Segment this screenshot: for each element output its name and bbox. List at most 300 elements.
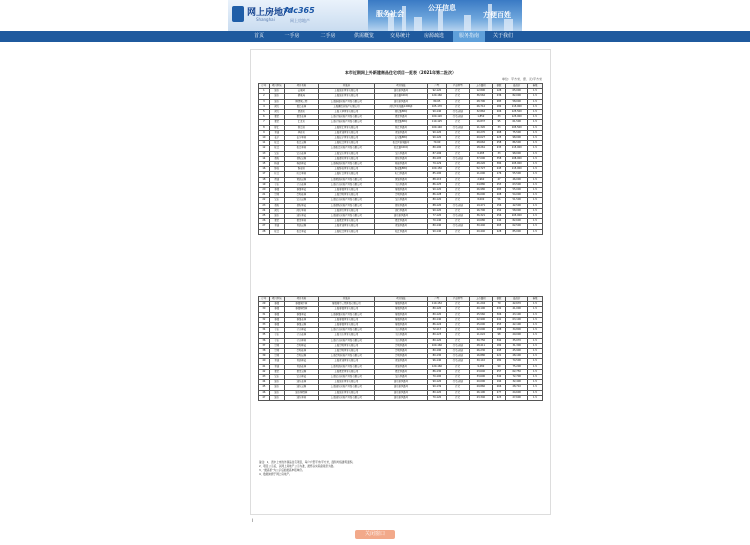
table-cell: 258: [492, 141, 506, 146]
table-cell: 110-125: [428, 120, 446, 125]
table-cell: 115,000: [506, 146, 527, 151]
nav-second-hand[interactable]: 二手房: [320, 33, 336, 39]
site-logo-subtext: Shanghai: [256, 17, 275, 22]
table-cell: 182: [492, 343, 506, 348]
table-cell: 16,837: [470, 120, 493, 125]
table-cell: 33: [492, 115, 506, 120]
table-cell: 100-120: [428, 115, 446, 120]
table-cell: 241: [492, 317, 506, 322]
table-cell: 嘉定: [269, 115, 284, 120]
table-cell: 住宅,商铺: [446, 203, 470, 208]
table-cell: 14: [259, 156, 270, 161]
table-cell: 上海浦东房地产开发有限公司: [318, 385, 374, 390]
table-cell: 1.5: [527, 317, 542, 322]
table-cell: 20: [259, 188, 270, 193]
table-cell: 住宅: [446, 193, 470, 198]
table-cell: 31: [259, 312, 270, 317]
table-cell: 崇明花园: [284, 193, 318, 198]
table-cell: 住宅: [446, 229, 470, 234]
table-cell: 金山: [269, 333, 284, 338]
table-header-cell: 套数: [492, 297, 506, 302]
table-cell: 1.5: [527, 369, 542, 374]
table-cell: 1.5: [527, 214, 542, 219]
site-logo-icon[interactable]: [232, 6, 244, 22]
table-cell: 上海金山房地产开发有限公司: [318, 182, 374, 187]
table-cell: 16: [259, 167, 270, 172]
table-cell: 45: [259, 385, 270, 390]
table-header-cell: 序号: [259, 297, 270, 302]
table-cell: 1.5: [527, 167, 542, 172]
nav-home[interactable]: 首页: [253, 33, 264, 39]
site-logo-text[interactable]: 网上房地产: [247, 8, 293, 18]
table-cell: 宝山: [269, 198, 284, 203]
close-window-button[interactable]: 关闭窗口: [355, 530, 395, 539]
table-cell: 8: [259, 125, 270, 130]
table-cell: 青浦华庭: [284, 359, 318, 364]
table-cell: 金山华庭: [284, 328, 318, 333]
table-row: [259, 104, 543, 109]
table-cell: 松江华庭: [284, 229, 318, 234]
table-cell: 98,000: [506, 136, 527, 141]
table-cell: 58,000: [506, 208, 527, 213]
table-cell: 1.5: [527, 141, 542, 146]
table-cell: 24,880: [470, 182, 493, 187]
table-cell: 80-120: [428, 390, 446, 395]
table-cell: 1.5: [527, 375, 542, 380]
table-cell: 26,230: [470, 349, 493, 354]
table-cell: 青浦: [269, 359, 284, 364]
table-row: [259, 203, 543, 208]
table-cell: 23: [259, 203, 270, 208]
table-cell: 25,560: [470, 312, 493, 317]
table-cell: 87-106: [428, 151, 446, 156]
table-cell: 20,270: [470, 130, 493, 135]
table-cell: 120-160: [428, 94, 446, 99]
table-cell: 浦东华庭: [284, 214, 318, 219]
table-cell: 295: [492, 349, 506, 354]
table-row: [259, 167, 543, 172]
table-cell: 25: [259, 214, 270, 219]
table-cell: 浦东: [269, 395, 284, 400]
table-cell: 105,000: [506, 162, 527, 167]
table-row: [259, 182, 543, 187]
table-cell: 11,320: [470, 125, 493, 130]
table-cell: 上海浦东置业有限公司: [318, 89, 374, 94]
table-cell: 1.5: [527, 151, 542, 156]
table-cell: 上海奉贤房地产开发有限公司: [318, 312, 374, 317]
table-cell: 1.5: [527, 333, 542, 338]
table-row: [259, 208, 543, 213]
table-row: [259, 302, 543, 307]
table-cell: 90-140: [428, 110, 446, 115]
table-header-cell: 项目名称: [284, 297, 318, 302]
table-cell: 上海浦东置业有限公司: [318, 94, 374, 99]
table-cell: 浦东新区路号: [374, 99, 428, 104]
table-cell: 1.5: [527, 130, 542, 135]
table-cell: 144: [492, 219, 506, 224]
table-cell: 崇明区路号: [374, 343, 428, 348]
table-cell: 上海浦东置业有限公司: [318, 390, 374, 395]
table-cell: 住宅: [446, 208, 470, 213]
table-cell: 普陀云锦: [284, 156, 318, 161]
table-cell: 11,022: [470, 333, 493, 338]
table-cell: 89-105: [428, 156, 446, 161]
table-cell: 283: [492, 188, 506, 193]
table-cell: 33: [259, 323, 270, 328]
table-cell: 锦绣城三期: [284, 99, 318, 104]
table-cell: 233: [492, 146, 506, 151]
table-row: [259, 177, 543, 182]
table-cell: 上海金地房地产开发有限公司: [318, 120, 374, 125]
nav-listings[interactable]: 房源疏选: [423, 33, 444, 39]
table-cell: 宝山区路号: [374, 151, 428, 156]
table-cell: 上海滨海房地产开发有限公司: [318, 99, 374, 104]
table-cell: 47: [259, 395, 270, 400]
table-cell: 34,800: [506, 328, 527, 333]
table-cell: 上海金地房地产开发有限公司: [318, 115, 374, 120]
table-cell: 43,100: [506, 312, 527, 317]
table-cell: 12,890: [470, 89, 493, 94]
table-cell: 19,471: [470, 203, 493, 208]
table-cell: 26,712: [470, 104, 493, 109]
table-cell: 70-100: [428, 375, 446, 380]
table-cell: 23,340: [470, 395, 493, 400]
nav-new-house[interactable]: 一手房: [284, 33, 300, 39]
table-cell: 住宅: [446, 104, 470, 109]
table-cell: 青浦区路号: [374, 364, 428, 369]
table-cell: 152: [492, 208, 506, 213]
table-cell: 上海大华置业有限公司: [318, 110, 374, 115]
table-cell: 55,000: [506, 188, 527, 193]
table-row: [259, 380, 543, 385]
table-cell: 22: [259, 198, 270, 203]
table-cell: 35,070: [506, 338, 527, 343]
table-cell: 6,285: [470, 151, 493, 156]
table-cell: 住宅: [446, 328, 470, 333]
table-row: [259, 307, 543, 312]
table-cell: 金山: [269, 338, 284, 343]
table-cell: 70-140: [428, 219, 446, 224]
table-cell: 208: [492, 193, 506, 198]
document-page: [250, 49, 551, 515]
table-cell: 上海浦东房地产开发有限公司: [318, 214, 374, 219]
table-cell: 住宅: [446, 89, 470, 94]
table-cell: 42,670: [506, 302, 527, 307]
table-cell: 汇龙苑: [284, 120, 318, 125]
table-cell: 3: [259, 99, 270, 104]
table-cell: 上海杨浦房地产开发有限公司: [318, 162, 374, 167]
table-cell: 上海松江置业有限公司: [318, 229, 374, 234]
table-cell: 浦东新区路号: [374, 385, 428, 390]
table-cell: 浦东: [269, 380, 284, 385]
table-cell: 46,000: [506, 177, 527, 182]
table-cell: 住宅: [446, 385, 470, 390]
table-cell: 上海普陀房地产开发有限公司: [318, 203, 374, 208]
project-table-1: [258, 83, 543, 235]
table-cell: 松江华府: [284, 146, 318, 151]
table-cell: 36,562: [470, 94, 493, 99]
table-row: [259, 172, 543, 177]
table-cell: 松江: [269, 141, 284, 146]
table-cell: 75,200: [506, 364, 527, 369]
table-cell: 13: [259, 151, 270, 156]
table-cell: 徐汇府: [284, 125, 318, 130]
table-cell: 90-120: [428, 130, 446, 135]
table-cell: 36: [259, 338, 270, 343]
table-cell: 金山区路号: [374, 338, 428, 343]
table-cell: 1.5: [527, 203, 542, 208]
table-cell: 上海松江房地产开发有限公司: [318, 146, 374, 151]
table-cell: 徐汇区路号: [374, 125, 428, 130]
table-cell: 283: [492, 99, 506, 104]
table-cell: 30: [259, 307, 270, 312]
table-header-cell: 最高价: [506, 84, 527, 89]
table-cell: 90-140: [428, 229, 446, 234]
table-cell: 306: [492, 312, 506, 317]
table-cell: 青浦区路号: [374, 130, 428, 135]
table-cell: 30,110: [470, 359, 493, 364]
main-nav: [0, 31, 750, 42]
table-cell: 266: [492, 385, 506, 390]
table-cell: 358: [492, 156, 506, 161]
table-header-cell: 序号: [259, 84, 270, 89]
table-cell: 54,000: [506, 193, 527, 198]
table-cell: 崇明: [269, 343, 284, 348]
table-cell: 闵行: [269, 110, 284, 115]
table-cell: 住宅: [446, 172, 470, 177]
table-cell: 88-120: [428, 203, 446, 208]
table-cell: 1.5: [527, 162, 542, 167]
table-cell: 虹口区路号: [374, 172, 428, 177]
table-cell: 崇明区路号: [374, 193, 428, 198]
table-cell: 金山区路号: [374, 328, 428, 333]
table-cell: 33: [492, 151, 506, 156]
table-cell: 1: [259, 89, 270, 94]
unit-note: 单位：平方米、套、元/平方米: [501, 77, 542, 81]
table-row: [259, 214, 543, 219]
table-cell: 55,500: [506, 172, 527, 177]
table-cell: 奉贤花园: [284, 317, 318, 322]
table-cell: 90-120: [428, 136, 446, 141]
table-cell: 住宅: [446, 182, 470, 187]
table-cell: 住宅: [446, 99, 470, 104]
table-cell: 金山花园: [284, 333, 318, 338]
table-cell: 62,500: [506, 224, 527, 229]
table-cell: 26,980: [470, 188, 493, 193]
table-cell: 115,000: [506, 167, 527, 172]
table-cell: 100-160: [428, 343, 446, 348]
slogan-public: 公开信息: [428, 4, 456, 12]
table-cell: 嘉定区路号: [374, 115, 428, 120]
table-cell: 110-152: [428, 302, 446, 307]
table-cell: 浦东: [269, 89, 284, 94]
table-cell: 普陀华庭: [284, 203, 318, 208]
table-cell: 1.5: [527, 307, 542, 312]
table-header-cell: 套数: [492, 84, 506, 89]
table-cell: 上海虹口置业有限公司: [318, 172, 374, 177]
table-cell: 15: [259, 162, 270, 167]
table-cell: 黄浦: [269, 177, 284, 182]
table-cell: 上海崇明置业有限公司: [318, 349, 374, 354]
table-cell: 崇明花园: [284, 349, 318, 354]
brand-logo[interactable]: fdc365: [284, 6, 315, 15]
table-cell: 80-120: [428, 312, 446, 317]
table-cell: 住宅,商铺: [446, 343, 470, 348]
table-cell: 80-120: [428, 307, 446, 312]
table-cell: 30,750: [470, 338, 493, 343]
table-cell: 206: [492, 110, 506, 115]
table-cell: 18: [259, 177, 270, 182]
table-cell: 92-120: [428, 89, 446, 94]
table-row: [259, 188, 543, 193]
table-cell: 嘉定云锦: [284, 369, 318, 374]
table-cell: 41,000: [506, 307, 527, 312]
table-cell: 1.5: [527, 354, 542, 359]
table-cell: 住宅: [446, 369, 470, 374]
table-cell: 1.5: [527, 156, 542, 161]
table-cell: 42: [259, 369, 270, 374]
table-cell: 嘉定: [269, 120, 284, 125]
table-cell: 住宅: [446, 302, 470, 307]
table-cell: 29: [259, 302, 270, 307]
table-cell: 奉贤区路号: [374, 317, 428, 322]
table-cell: 住宅: [446, 136, 470, 141]
table-cell: 20,440: [470, 229, 493, 234]
table-cell: 48,226: [470, 162, 493, 167]
table-cell: 105,500: [506, 125, 527, 130]
table-cell: 浦东云锦: [284, 385, 318, 390]
table-cell: 128: [492, 89, 506, 94]
table-cell: 长宁路88号: [374, 136, 428, 141]
table-cell: 95: [492, 120, 506, 125]
table-cell: 崇明区路号: [374, 354, 428, 359]
table-row: [259, 395, 543, 400]
table-cell: 79-129: [428, 162, 446, 167]
table-cell: 253: [492, 323, 506, 328]
table-cell: 1.5: [527, 219, 542, 224]
table-cell: 浦东: [269, 99, 284, 104]
table-cell: 90-139: [428, 385, 446, 390]
table-cell: 46: [259, 390, 270, 395]
table-cell: 宝山花园: [284, 151, 318, 156]
table-cell: 徐汇: [269, 125, 284, 130]
table-cell: 都汇花园: [284, 104, 318, 109]
table-cell: 27: [259, 224, 270, 229]
table-cell: 105-170: [428, 104, 446, 109]
project-table-2: [258, 296, 543, 401]
table-cell: 1.5: [527, 385, 542, 390]
table-cell: 住宅: [446, 395, 470, 400]
table-cell: 上海徐汇置业有限公司: [318, 125, 374, 130]
nav-service-guide[interactable]: 服务指南: [453, 31, 485, 42]
table-cell: 52,727: [470, 167, 493, 172]
table-cell: 90-120: [428, 380, 446, 385]
table-cell: 崇明华庭: [284, 343, 318, 348]
table-cell: 30,440: [470, 224, 493, 229]
nav-supply-demand[interactable]: 供需概览: [353, 33, 374, 39]
table-cell: 11,000: [470, 172, 493, 177]
table-cell: 1.5: [527, 359, 542, 364]
table-cell: 上海奉贤置业有限公司: [318, 317, 374, 322]
table-cell: 松江云锦: [284, 141, 318, 146]
table-cell: 1.5: [527, 343, 542, 348]
table-cell: 79: [492, 302, 506, 307]
table-cell: 住宅: [446, 390, 470, 395]
table-cell: 奉贤: [269, 317, 284, 322]
table-cell: 上海静安置业有限公司: [318, 167, 374, 172]
table-cell: 342: [492, 375, 506, 380]
table-cell: 24: [259, 208, 270, 213]
table-cell: 236: [492, 94, 506, 99]
table-cell: 奉贤城中三期开发有限公司: [318, 302, 374, 307]
table-cell: 上海长宁置业有限公司: [318, 136, 374, 141]
table-cell: 63,500: [506, 182, 527, 187]
table-row: [259, 89, 543, 94]
table-cell: 奉贤城中园: [284, 302, 318, 307]
table-cell: 90-120: [428, 208, 446, 213]
table-cell: 奉贤云锦: [284, 323, 318, 328]
table-cell: 上海宝山房地产开发有限公司: [318, 198, 374, 203]
table-cell: 182: [492, 104, 506, 109]
table-cell: 浦东路100号: [374, 94, 428, 99]
table-row: [259, 385, 543, 390]
table-cell: 90-120: [428, 188, 446, 193]
table-cell: 90: [492, 364, 506, 369]
table-cell: 42,100: [506, 323, 527, 328]
table-cell: 奉贤区路号: [374, 312, 428, 317]
table-cell: 住宅,商铺: [446, 214, 470, 219]
nav-trade-stats[interactable]: 交易统计: [389, 33, 410, 39]
note-line: 4、数据来源于网上房地产。: [259, 473, 292, 476]
table-row: [259, 156, 543, 161]
table-cell: 金山华府: [284, 338, 318, 343]
table-cell: 上海奉贤置业有限公司: [318, 188, 374, 193]
table-cell: 10: [259, 136, 270, 141]
table-cell: 宝山华庭: [284, 375, 318, 380]
table-row: [259, 359, 543, 364]
table-cell: 1.5: [527, 120, 542, 125]
table-row: [259, 136, 543, 141]
table-cell: 98: [492, 333, 506, 338]
table-cell: 崇明区路号: [374, 349, 428, 354]
table-cell: 74,500: [506, 359, 527, 364]
table-cell: 上海浦东房地产开发有限公司: [318, 395, 374, 400]
table-cell: 静安路88号: [374, 167, 428, 172]
table-cell: 奉贤区路号: [374, 323, 428, 328]
table-cell: 住宅,商铺: [446, 349, 470, 354]
table-cell: 28: [259, 229, 270, 234]
table-cell: 嘉定: [269, 369, 284, 374]
table-cell: 静安府: [284, 167, 318, 172]
nav-about-us[interactable]: 关于我们: [492, 33, 513, 39]
table-cell: 浦东: [269, 94, 284, 99]
table-cell: 16,700: [470, 208, 493, 213]
table-cell: 1.5: [527, 302, 542, 307]
table-cell: 12: [259, 146, 270, 151]
table-cell: 265: [492, 224, 506, 229]
table-cell: 156: [492, 203, 506, 208]
table-cell: 86-128: [428, 193, 446, 198]
table-cell: 上海松江置业有限公司: [318, 141, 374, 146]
table-cell: 32: [259, 317, 270, 322]
table-row: [259, 343, 543, 348]
table-cell: 住宅: [446, 364, 470, 369]
note-line: 3、"最高价"为公示后的最高申报单价。: [259, 469, 305, 472]
table-cell: 24,600: [506, 390, 527, 395]
table-cell: 80-95: [428, 99, 446, 104]
table-cell: 221: [492, 354, 506, 359]
table-cell: 上海宝山置业有限公司: [318, 151, 374, 156]
